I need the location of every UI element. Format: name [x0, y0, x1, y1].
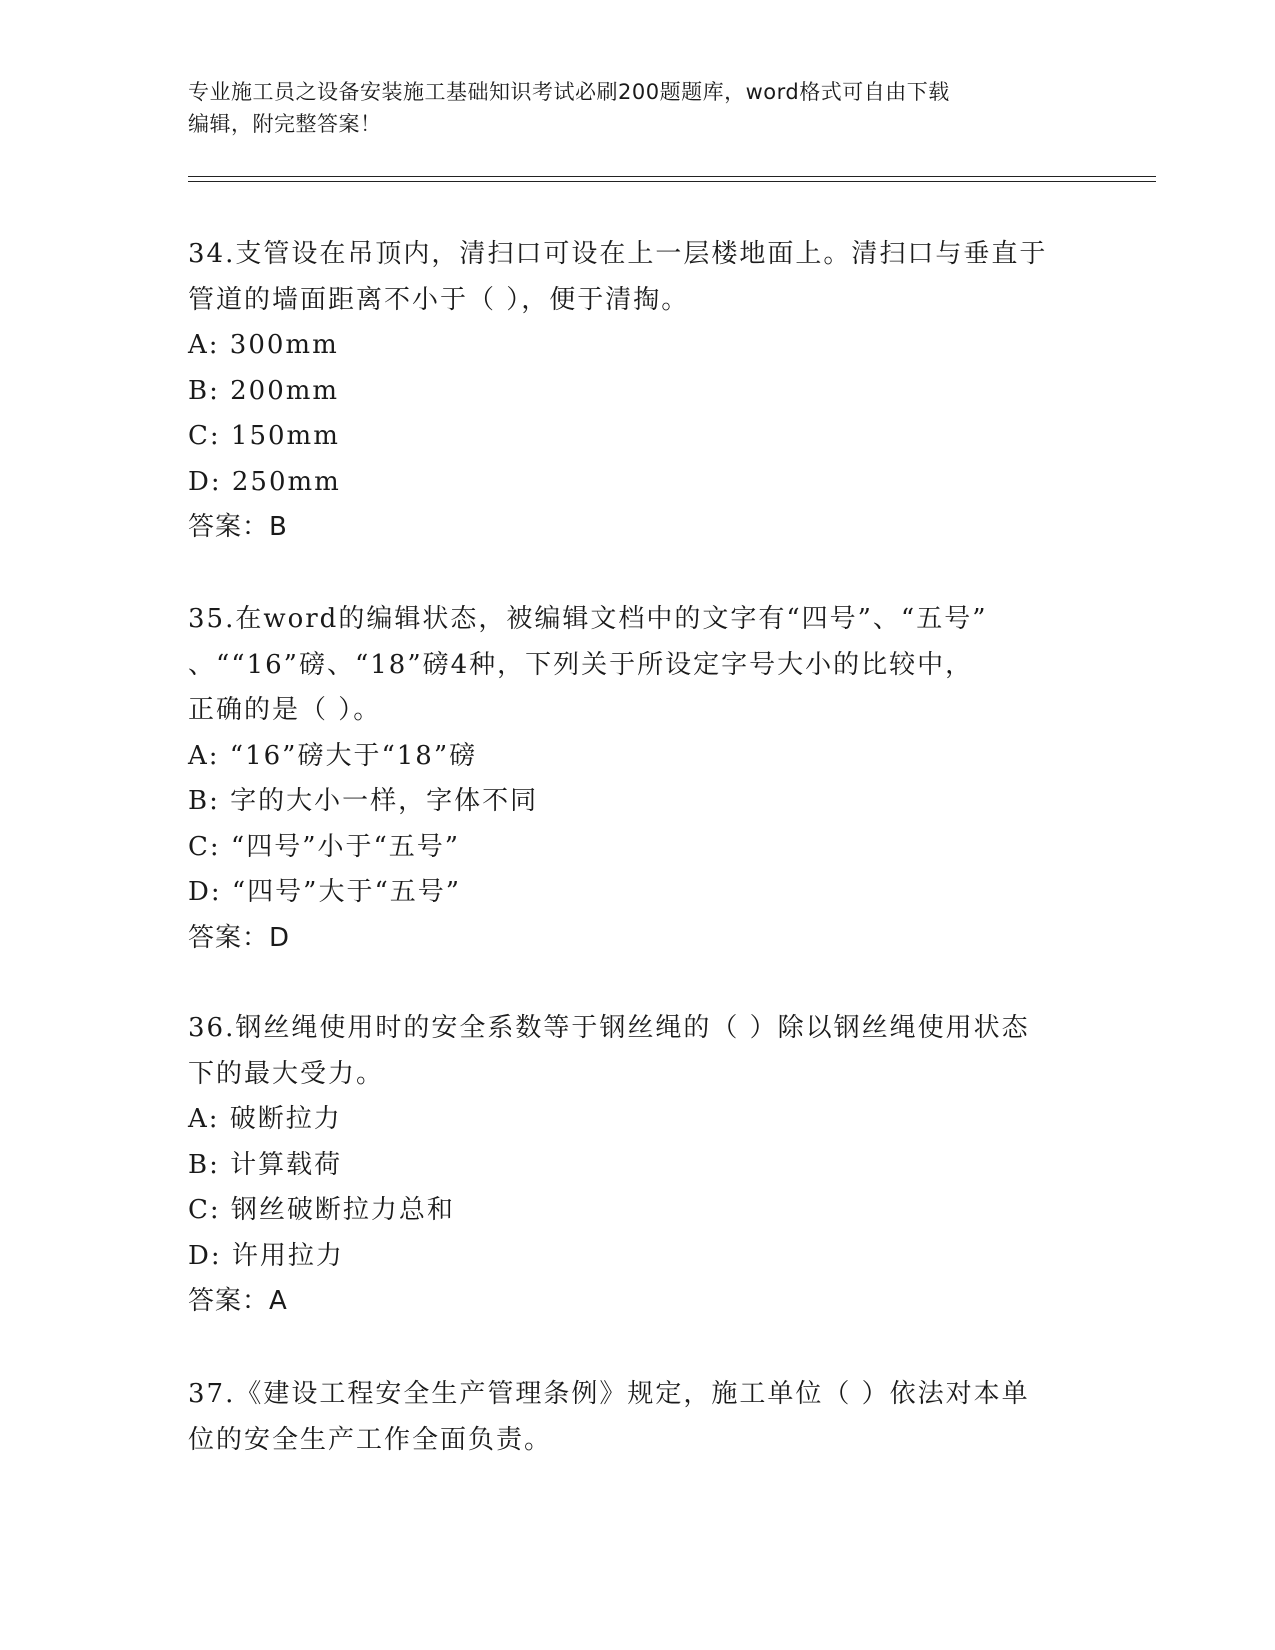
option-a: A: 破断拉力: [188, 1104, 342, 1134]
option-c: C: 钢丝破断拉力总和: [188, 1195, 455, 1225]
option-c: C: 150mm: [188, 421, 340, 451]
document-header: [188, 76, 1058, 140]
question-stem-line: 34.支管设在吊顶内，清扫口可设在上一层楼地面上。清扫口与垂直于: [188, 239, 1048, 269]
question-stem-line: 位的安全生产工作全面负责。: [188, 1424, 553, 1455]
header-line-2: 编辑，附完整答案！: [188, 112, 382, 136]
answer-line: 答案：D: [188, 922, 291, 953]
question-stem-line: 管道的墙面距离不小于（ ），便于清掏。: [188, 284, 690, 315]
question-36: [188, 1006, 1088, 1325]
question-37: [188, 1372, 1088, 1463]
question-stem-line: 下的最大受力。: [188, 1058, 385, 1089]
option-d: D: “四号”大于“五号”: [188, 877, 462, 907]
answer-line: 答案：A: [188, 1286, 288, 1316]
header-line-1: 专业施工员之设备安装施工基础知识考试必刷200题题库，word格式可自由下载: [188, 80, 950, 104]
question-34: [188, 232, 1088, 551]
option-c: C: “四号”小于“五号”: [188, 831, 461, 862]
header-divider-top: [188, 176, 1156, 177]
option-a: A: “16”磅大于“18”磅: [188, 740, 478, 771]
question-stem-line: 36.钢丝绳使用时的安全系数等于钢丝绳的（ ）除以钢丝绳使用状态: [188, 1013, 1030, 1043]
question-stem-line: 正确的是（ ）。: [188, 695, 382, 725]
question-stem-line: 、““16”磅、“18”磅4种，下列关于所设定字号大小的比较中，: [188, 649, 974, 680]
option-b: B: 字的大小一样，字体不同: [188, 786, 539, 816]
option-b: B: 计算载荷: [188, 1149, 343, 1180]
option-b: B: 200mm: [188, 375, 340, 406]
option-a: A: 300mm: [188, 330, 339, 360]
question-stem-line: 35.在word的编辑状态，被编辑文档中的文字有“四号”、“五号”: [188, 604, 988, 634]
question-35: [188, 597, 1088, 961]
option-d: D: 许用拉力: [188, 1240, 344, 1271]
question-stem-line: 37.《建设工程安全生产管理条例》规定，施工单位（ ）依法对本单: [188, 1379, 1030, 1409]
answer-line: 答案：B: [188, 512, 288, 542]
header-divider-bottom: [188, 181, 1156, 182]
option-d: D: 250mm: [188, 466, 341, 497]
